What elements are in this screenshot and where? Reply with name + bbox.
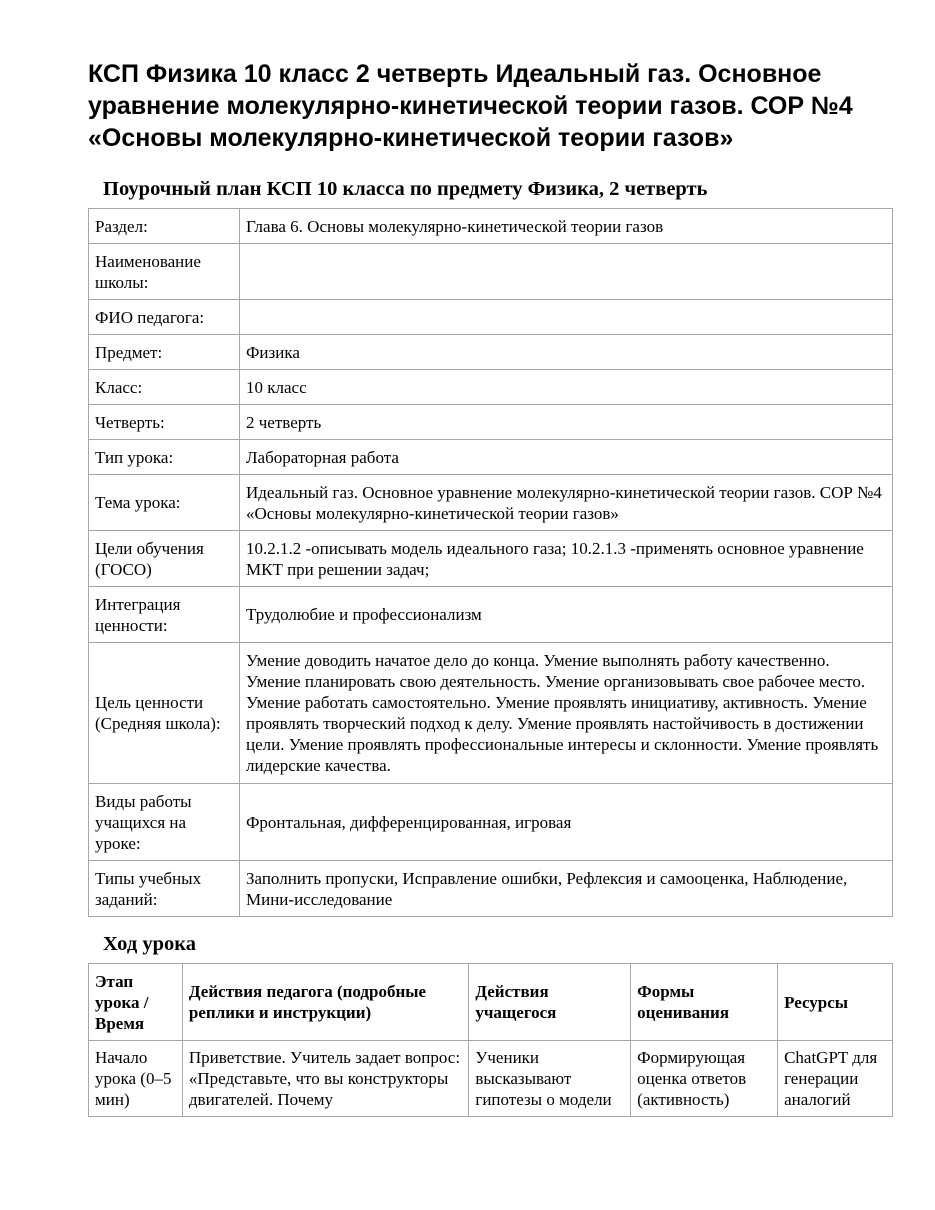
table-row [89, 244, 893, 300]
row-value: 10 класс [240, 370, 893, 405]
document-page [88, 58, 893, 1117]
column-header: Этап урока / Время [89, 964, 183, 1041]
row-value [240, 300, 893, 335]
row-value: 2 четверть [240, 405, 893, 440]
row-value: Идеальный газ. Основное уравнение молекулярно-кинетической теории газов. СОР №4 «Основы молекулярно-кинетической теории газов» [240, 475, 893, 531]
row-label: Предмет: [89, 335, 240, 370]
table-header-row [89, 964, 893, 1041]
row-value: Фронтальная, дифференцированная, игровая [240, 784, 893, 861]
row-value: Заполнить пропуски, Исправление ошибки, Рефлексия и самооценка, Наблюдение, Мини-исследование [240, 861, 893, 917]
row-value: Трудолюбие и профессионализм [240, 587, 893, 643]
row-label: Типы учебных заданий: [89, 861, 240, 917]
row-label: Тип урока: [89, 440, 240, 475]
row-value: Умение доводить начатое дело до конца. Умение выполнять работу качественно. Умение планировать свою деятельность. Умение организовывать свое рабочее место. Умение работать самостоятельно. Умение проявлять инициативу, активность. Умение проявлять творческий подход к делу. Умение проявлять настойчивость в достижении цели. Умение проявлять профессиональные интересы и склонности. Умение проявлять лидерские качества. [240, 643, 893, 784]
column-header: Действия педагога (подробные реплики и инструкции) [182, 964, 468, 1041]
lesson-info-table [88, 208, 893, 917]
document-title: КСП Физика 10 класс 2 четверть Идеальный газ. Основное уравнение молекулярно-кинетической теории газов. СОР №4 «Основы молекулярно-кинетической теории газов» [88, 60, 853, 152]
row-value: 10.2.1.2 -описывать модель идеального газа; 10.2.1.3 -применять основное уравнение МКТ при решении задач; [240, 531, 893, 587]
row-label: Раздел: [89, 209, 240, 244]
row-value [240, 244, 893, 300]
lesson-flow-table [88, 963, 893, 1117]
table-row [89, 1041, 893, 1117]
table-row [89, 643, 893, 784]
column-header: Ресурсы [778, 964, 893, 1041]
table-row [89, 784, 893, 861]
table-row [89, 861, 893, 917]
table-row [89, 335, 893, 370]
table-row [89, 209, 893, 244]
table-cell: Формирующая оценка ответов (активность) [631, 1041, 778, 1117]
table-cell: Начало урока (0–5 мин) [89, 1041, 183, 1117]
table-row [89, 475, 893, 531]
row-label: Тема урока: [89, 475, 240, 531]
spacer [88, 917, 893, 931]
row-value: Глава 6. Основы молекулярно-кинетической теории газов [240, 209, 893, 244]
plan-heading: Поурочный план КСП 10 класса по предмету Физика, 2 четверть [103, 178, 708, 200]
row-label: Класс: [89, 370, 240, 405]
table-row [89, 531, 893, 587]
table-row [89, 440, 893, 475]
row-label: Цель ценности (Средняя школа): [89, 643, 240, 784]
row-label: Цели обучения (ГОСО) [89, 531, 240, 587]
lesson-heading: Ход урока [103, 933, 196, 955]
row-label: Виды работы учащихся на уроке: [89, 784, 240, 861]
table-cell: Приветствие. Учитель задает вопрос: «Представьте, что вы конструкторы двигателей. Почему [182, 1041, 468, 1117]
row-value: Лабораторная работа [240, 440, 893, 475]
row-value: Физика [240, 335, 893, 370]
column-header: Формы оценивания [631, 964, 778, 1041]
column-header: Действия учащегося [469, 964, 631, 1041]
row-label: Интеграция ценности: [89, 587, 240, 643]
table-row [89, 405, 893, 440]
table-cell: Ученики высказывают гипотезы о модели [469, 1041, 631, 1117]
table-cell: ChatGPT для генерации аналогий [778, 1041, 893, 1117]
row-label: ФИО педагога: [89, 300, 240, 335]
row-label: Наименование школы: [89, 244, 240, 300]
table-row [89, 587, 893, 643]
table-row [89, 370, 893, 405]
table-row [89, 300, 893, 335]
row-label: Четверть: [89, 405, 240, 440]
